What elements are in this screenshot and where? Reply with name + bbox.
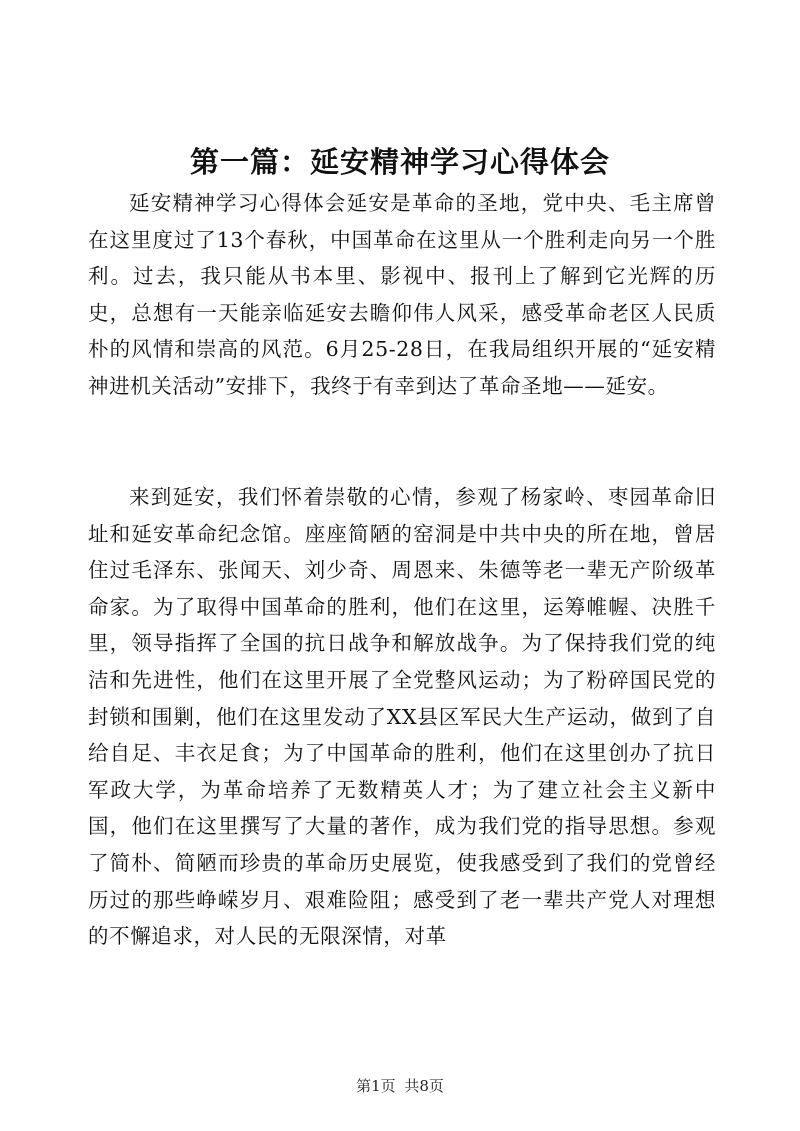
- page-footer: [0, 1076, 800, 1096]
- paragraph-intro: 延安精神学习心得体会延安是革命的圣地，党中央、毛主席曾在这里度过了13个春秋，中国革命在这里从一个胜利走向另一个胜利。过去，我只能从书本里、影视中、报刊上了解到它光辉的历史，总想有一天能亲临延安去瞻仰伟人风采，感受革命老区人民质朴的风情和崇高的风范。6月25-28日，在我局组织开展的“延安精神进机关活动”安排下，我终于有幸到达了革命圣地——延安。: [88, 191, 716, 398]
- document-title: 第一篇：延安精神学习心得体会: [189, 145, 610, 179]
- page-total: 共8页: [404, 1077, 444, 1095]
- paragraph-visit: 来到延安，我们怀着崇敬的心情，参观了杨家岭、枣园革命旧址和延安革命纪念馆。座座简陋的窑洞是中共中央的所在地，曾居住过毛泽东、张闻天、刘少奇、周恩来、朱德等老一辈无产阶级革命家。为了取得中国革命的胜利，他们在这里，运筹帷幄、决胜千里，领导指挥了全国的抗日战争和解放战争。为了保持我们党的纯洁和先进性，他们在这里开展了全党整风运动；为了粉碎国民党的封锁和围剿，他们在这里发动了XX县区军民大生产运动，做到了自给自足、丰衣足食；为了中国革命的胜利，他们在这里创办了抗日军政大学，为革命培养了无数精英人才；为了建立社会主义新中国，他们在这里撰写了大量的著作，成为我们党的指导思想。参观了简朴、简陋而珍贵的革命历史展览，使我感受到了我们的党曾经历过的那些峥嵘岁月、艰难险阻；感受到了老一辈共产党人对理想的不懈追求，对人民的无限深情，对革: [88, 485, 716, 949]
- page-number: 第1页: [356, 1077, 396, 1095]
